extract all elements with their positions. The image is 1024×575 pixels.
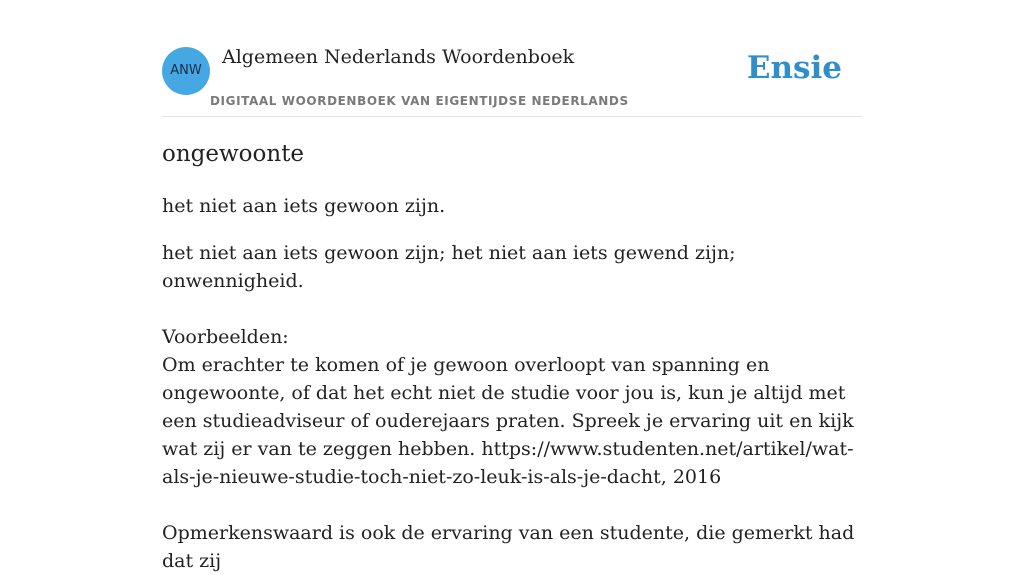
example-item: Opmerkenswaard is ook de ervaring van een studente, die gemerkt had dat zij (162, 522, 855, 572)
anw-logo[interactable]: ANW (162, 47, 210, 95)
site-subtitle: DIGITAAL WOORDENBOEK VAN EIGENTIJDSE NEDERLANDS (210, 94, 629, 108)
site-header (162, 40, 862, 117)
entry-term: ongewoonte (162, 141, 305, 167)
examples-label: Voorbeelden: (162, 326, 289, 348)
example-item: Om erachter te komen of je gewoon overloopt van spanning en ongewoonte, of dat het echt niet de studie voor jou is, kun je altijd met een studieadviseur of ouderejaars praten. Spreek je ervaring uit en kijk wat zij er van te zeggen hebben. https://www.studenten.net/artikel/wat-als-je-nieuwe-studie-toch-niet-zo-leuk-is-als-je-dacht, 2016 (162, 354, 854, 488)
site-title[interactable]: Algemeen Nederlands Woordenboek (222, 46, 575, 68)
ensie-brand-link[interactable]: Ensie (746, 50, 842, 86)
dictionary-entry (162, 136, 862, 575)
long-definition: het niet aan iets gewoon zijn; het niet aan iets gewend zijn; onwennigheid. (162, 242, 736, 292)
short-definition: het niet aan iets gewoon zijn. (162, 195, 446, 217)
